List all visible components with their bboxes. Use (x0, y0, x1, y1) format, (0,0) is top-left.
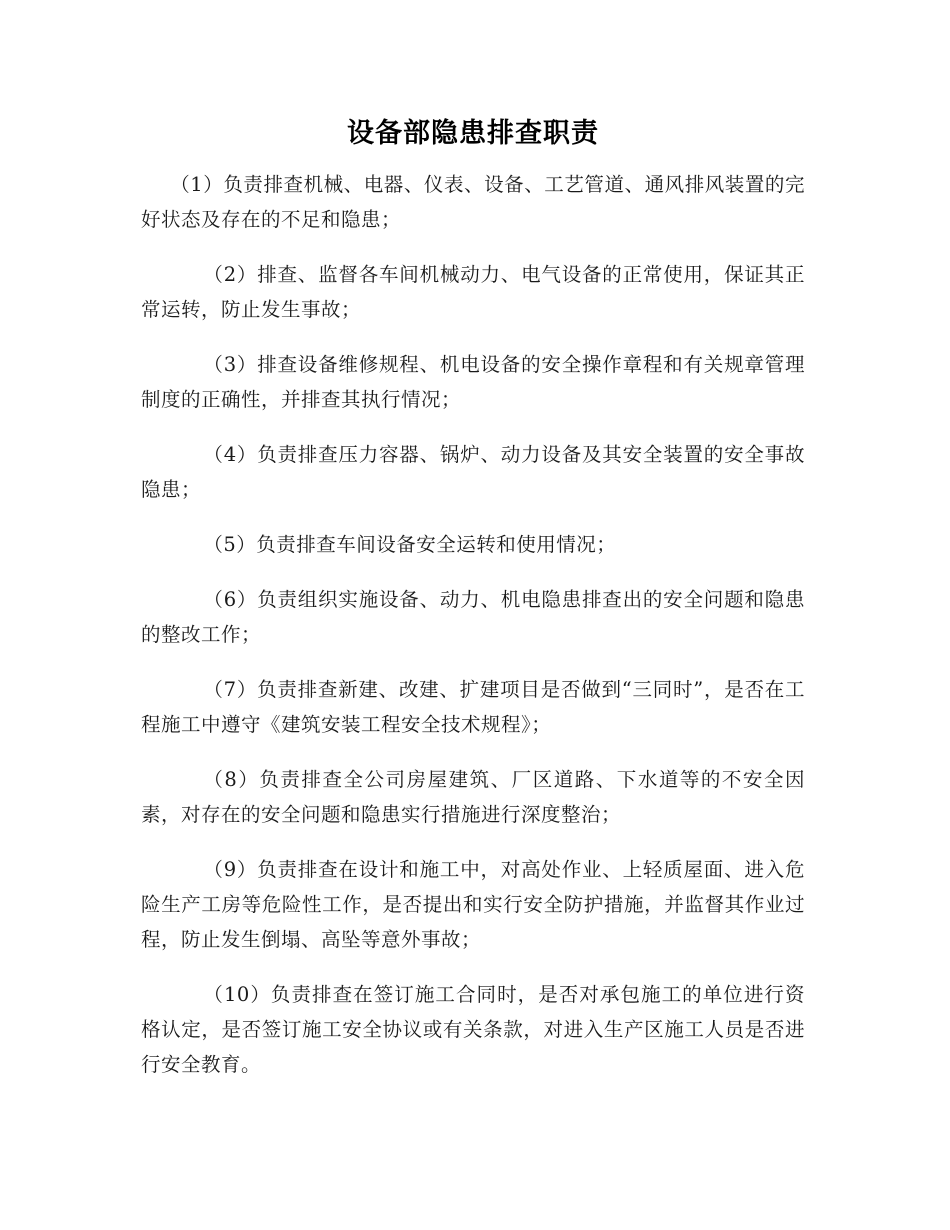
paragraph-4: （4）负责排查压力容器、锅炉、动力设备及其安全装置的安全事故隐患； (141, 443, 805, 501)
paragraph-8: （8）负责排查全公司房屋建筑、厂区道路、下水道等的不安全因素，对存在的安全问题和隐患实行措施进行深度整治； (141, 768, 805, 826)
paragraph-5: （5）负责排查车间设备安全运转和使用情况； (203, 533, 617, 556)
paragraph-3: （3）排查设备维修规程、机电设备的安全操作章程和有关规章管理制度的正确性，并排查其执行情况； (141, 353, 805, 411)
document-title: 设备部隐患排查职责 (347, 118, 599, 149)
paragraph-7: （7）负责排查新建、改建、扩建项目是否做到“三同时”，是否在工程施工中遵守《建筑安装工程安全技术规程》； (141, 678, 805, 736)
paragraph-6: （6）负责组织实施设备、动力、机电隐患排查出的安全问题和隐患的整改工作； (141, 588, 805, 646)
paragraph-2: （2）排查、监督各车间机械动力、电气设备的正常使用，保证其正常运转，防止发生事故； (141, 263, 805, 321)
paragraph-10: （10）负责排查在签订施工合同时，是否对承包施工的单位进行资格认定，是否签订施工安全协议或有关条款，对进入生产区施工人员是否进行安全教育。 (141, 983, 805, 1076)
paragraph-9: （9）负责排查在设计和施工中，对高处作业、上轻质屋面、进入危险生产工房等危险性工作，是否提出和实行安全防护措施，并监督其作业过程，防止发生倒塌、高坠等意外事故； (141, 858, 805, 951)
paragraph-1: （1）负责排查机械、电器、仪表、设备、工艺管道、通风排风装置的完好状态及存在的不足和隐患； (141, 173, 805, 231)
document-body (141, 112, 805, 1102)
